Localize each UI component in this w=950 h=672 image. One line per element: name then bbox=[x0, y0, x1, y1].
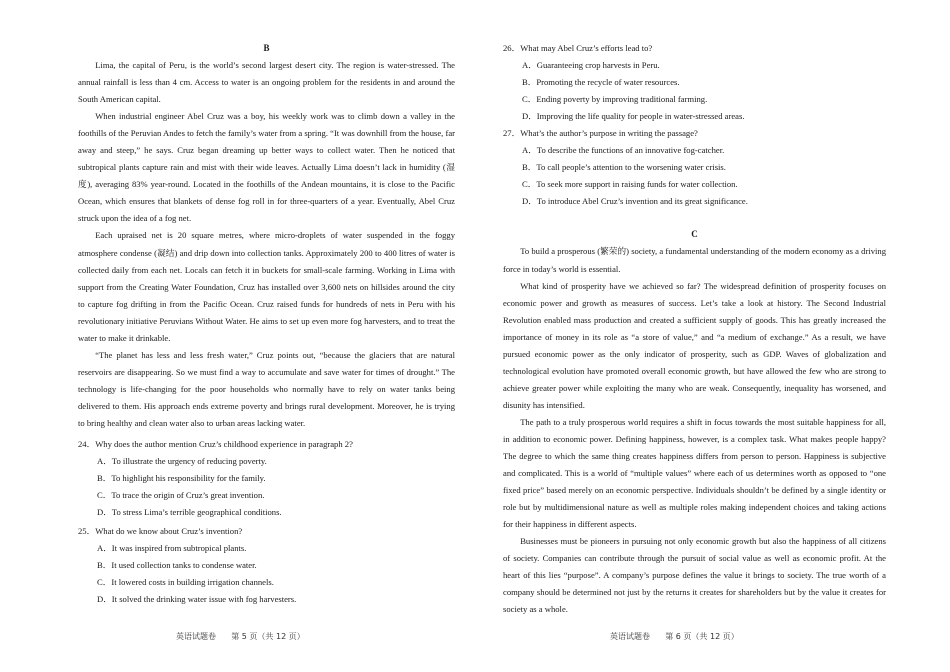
question-option-c: C．To trace the origin of Cruz’s great invention. bbox=[97, 490, 265, 501]
left-column bbox=[78, 40, 455, 609]
page-footer-left: 英语试题卷 第 5 页（共 12 页） bbox=[176, 632, 305, 641]
passage-b-paragraph-1: Lima, the capital of Peru, is the world’s second largest desert city. The region is water-stressed. The annual rainfall is less than 4 cm. Access to water is an ongoing problem for the residents in and around the South American capital. bbox=[78, 60, 455, 105]
question-stem: 24．Why does the author mention Cruz’s childhood experience in paragraph 2? bbox=[78, 439, 353, 450]
passage-b-paragraph-2: When industrial engineer Abel Cruz was a boy, his weekly work was to climb down a valley in the foothills of the Peruvian Andes to fetch the family’s water from a spring. “It was downhill from the house, far away and steep,” he says. Cruz began dreaming up better ways to collect water. Then he noticed that subtropical plants capture rain and mist with their wide leaves. Actually Lima doesn’t lack in humidity (湿度), averaging 83% year-round. Located in the foothills of the Andean mountains, it is close to the Pacific Ocean, which ensures that blankets of dense fog roll in for three-quarters of a year. Eventually, Abel Cruz struck upon the idea of a fog net. bbox=[78, 111, 455, 224]
question-option-a: A．Guaranteeing crop harvests in Peru. bbox=[522, 60, 660, 71]
passage-c-paragraph-2: What kind of prosperity have we achieved so far? The widespread definition of prosperity focuses on economic power and growth as measures of success. Let’s take a look at history. The Second Industrial Revolution enabled mass production and created a sufficient supply of goods. This has greatly increased the importance of money in its role as “a store of value,” and “a medium of exchange.” As a result, we have pursued economic power as the only indicator of prosperity, such as GDP. Waves of globalization and technological evolution have promoted overall economic growth, but have allowed the few who are strong to achieve greater power while exploiting the many who are weak. Consequently, inequality has worsened, and disunity has intensified. bbox=[503, 280, 886, 410]
question-option-d: D．To stress Lima’s terrible geographical conditions. bbox=[97, 507, 282, 518]
question-25 bbox=[78, 523, 455, 608]
question-option-b: B．It used collection tanks to condense water. bbox=[97, 560, 257, 571]
page-footer-right: 英语试题卷 第 6 页（共 12 页） bbox=[610, 632, 739, 641]
section-heading-b: B bbox=[263, 43, 270, 53]
question-option-c: C．To seek more support in raising funds for water collection. bbox=[522, 179, 738, 190]
passage-b-paragraph-4: “The planet has less and less fresh water,” Cruz points out, “because the glaciers that are natural reservoirs are disappearing. So we must find a way to accumulate and save water for times of drought.” The technology is life-changing for the poor households who normally have to rely on water tanks being delivered to them. His approach ends extreme poverty and brings rural development. Moreover, he is trying to bring healthy and clean water also to urban areas lacking water. bbox=[78, 349, 455, 428]
section-heading-c: C bbox=[691, 229, 698, 240]
question-option-b: B．Promoting the recycle of water resources. bbox=[522, 77, 680, 88]
question-option-a: A．To describe the functions of an innovative fog-catcher. bbox=[522, 145, 725, 156]
passage-c-paragraph-1: To build a prosperous (繁荣的) society, a fundamental understanding of the modern economy as a driving force in today’s world is essential. bbox=[503, 246, 886, 274]
question-option-d: D．To introduce Abel Cruz’s invention and its great significance. bbox=[522, 196, 748, 207]
question-stem: 26．What may Abel Cruz’s efforts lead to? bbox=[503, 43, 653, 53]
right-column bbox=[503, 40, 886, 619]
passage-c-paragraph-3: The path to a truly prosperous world requires a shift in focus towards the most suitable happiness for all, in addition to economic power. Defining happiness, however, is a complex task. What makes people happy? The degree to which the same thing creates happiness differs from person to person. Happiness is subjective and complicated. This is a world of “multiple values” where each of us determines worth as opposed to “one fixed price” based merely on an economic perspective. Individuals shouldn’t be defined by a single identity or role but by multidimensional nature as well as multiple roles making independent choices and taking actions for their happiness in different aspects. bbox=[503, 416, 886, 530]
question-option-c: C．Ending poverty by improving traditional farming. bbox=[522, 94, 708, 105]
passage-b-paragraph-3: Each upraised net is 20 square metres, where micro-droplets of water suspended in the foggy atmosphere condense (凝结) and drip down into collection tanks. Approximately 200 to 400 litres of water is collected daily from each net. Locals can fetch it in buckets for small-scale farming. Working in Lima with support from the Creating Water Foundation, Cruz has installed over 3,600 nets on hillsides around the city to capture fog drifting in from the Pacific Ocean. Cruz raised funds for hundreds of nets in Peru with his revolutionary initiative Peruvians Without Water. He aims to set up even more fog harvesters, and to treat the water to make it drinkable. bbox=[78, 230, 455, 343]
passage-c-paragraph-4: Businesses must be pioneers in pursuing not only economic growth but also the happiness of all citizens of society. Companies can contribute through the pursuit of social value as well as economic profit. At the heart of this lies “purpose”. A company’s purpose defines the value it brings to society. The true worth of a company should be determined not just by the returns it creates for shareholders but by the value it creates for society as a whole. bbox=[503, 536, 886, 615]
question-26 bbox=[503, 40, 886, 125]
question-option-b: B．To call people’s attention to the worsening water crisis. bbox=[522, 162, 726, 173]
question-option-d: D．Improving the life quality for people in water-stressed areas. bbox=[522, 111, 745, 122]
question-stem: 27．What’s the author’s purpose in writing the passage? bbox=[503, 128, 698, 139]
question-option-a: A．It was inspired from subtropical plants. bbox=[97, 543, 247, 554]
question-option-d: D．It solved the drinking water issue with fog harvesters. bbox=[97, 594, 297, 605]
question-option-c: C．It lowered costs in building irrigation channels. bbox=[97, 577, 274, 588]
question-27 bbox=[503, 125, 886, 210]
question-option-a: A．To illustrate the urgency of reducing poverty. bbox=[97, 456, 267, 467]
question-24 bbox=[78, 436, 455, 521]
question-stem: 25．What do we know about Cruz’s invention? bbox=[78, 526, 243, 537]
question-option-b: B．To highlight his responsibility for the family. bbox=[97, 473, 266, 484]
